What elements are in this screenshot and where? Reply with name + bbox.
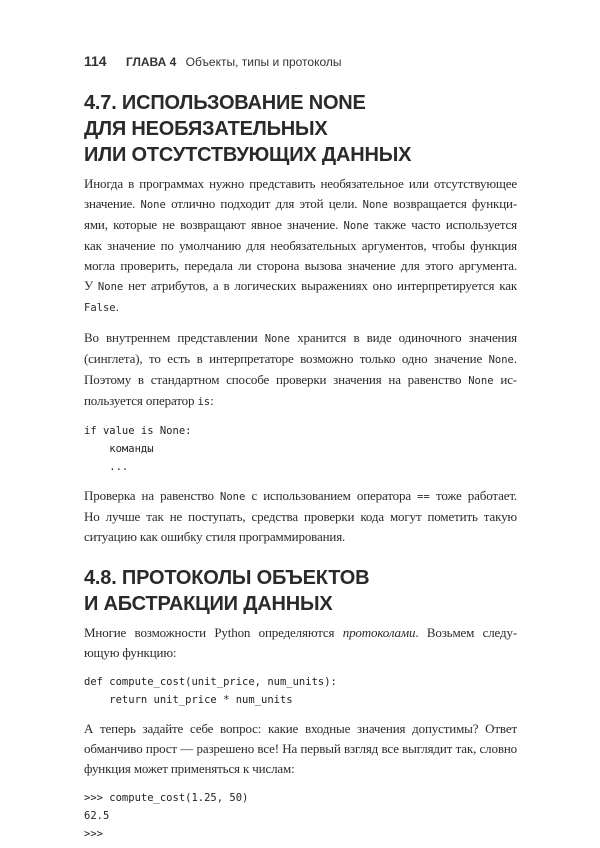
inline-code: == <box>417 491 430 503</box>
text-run: Иногда в программах нужно представить необязательное или отсутствующее <box>84 176 517 191</box>
text-run: : <box>210 393 214 408</box>
text-run: функция может применяться к числам: <box>84 761 295 776</box>
text-run: А теперь задайте себе вопрос: какие входные значения допустимы? Ответ <box>84 721 517 736</box>
text-line <box>84 643 517 663</box>
text-run: могла проверить, передала ли сторона вызова значение для этого аргумента. <box>84 258 517 273</box>
text-run: значение. <box>84 196 141 211</box>
text-line <box>84 349 517 370</box>
text-run: хранится в виде одиночного значения <box>290 330 518 345</box>
text-line <box>84 739 517 759</box>
inline-code: is <box>197 396 211 408</box>
heading-line: 4.7. ИСПОЛЬЗОВАНИЕ NONE <box>84 92 366 114</box>
heading-line: И АБСТРАКЦИИ ДАННЫХ <box>84 593 333 615</box>
text-run: как значение по умолчанию для необязательных аргументов, чтобы функция <box>84 238 517 253</box>
text-run: У <box>84 278 98 293</box>
page-body <box>84 90 517 843</box>
text-run: . <box>513 351 517 366</box>
text-run: Но лучше так не поступать, средства проверки кода могут пометить такую <box>84 509 517 524</box>
text-line <box>84 391 517 412</box>
text-line <box>84 256 517 276</box>
text-run: ис- <box>493 372 517 387</box>
text-run: ющую функцию: <box>84 645 177 660</box>
text-run: тоже работает. <box>429 488 517 503</box>
page-number: 114 <box>84 53 107 69</box>
text-run: Проверка на равенство <box>84 488 220 503</box>
text-run: . <box>115 299 119 314</box>
text-line <box>84 276 517 297</box>
text-run: . Возьмем следу- <box>415 625 517 640</box>
emphasis: протоколами <box>342 625 416 640</box>
inline-code: None <box>140 199 166 211</box>
section-heading-4-8 <box>84 565 517 617</box>
text-run: Многие возможности Python определяются <box>84 625 343 640</box>
inline-code: None <box>97 281 124 293</box>
section-heading-4-7 <box>84 90 517 168</box>
text-line <box>84 486 517 507</box>
text-run: Поэтому в стандартном способе проверки значения на равенство <box>84 372 469 387</box>
text-line <box>84 719 517 739</box>
paragraph <box>84 719 517 779</box>
text-run: также часто используется <box>368 217 518 232</box>
paragraph <box>84 174 517 318</box>
code-block: def compute_cost(unit_price, num_units): return unit_price * num_units <box>84 676 337 706</box>
inline-code: None <box>220 491 246 503</box>
text-run: пользуется оператор <box>84 393 198 408</box>
text-run: Во внутреннем представлении <box>84 330 265 345</box>
heading-line: 4.8. ПРОТОКОЛЫ ОБЪЕКТОВ <box>84 567 370 589</box>
text-line <box>84 328 517 349</box>
code-block: >>> compute_cost(1.25, 50) 62.5 >>> <box>84 792 249 840</box>
text-run: возвращается функци- <box>387 196 517 211</box>
code-block: if value is None: команды ... <box>84 425 192 473</box>
heading-line: ИЛИ ОТСУТСТВУЮЩИХ ДАННЫХ <box>84 144 412 166</box>
inline-code: None <box>488 354 514 366</box>
text-line <box>84 236 517 256</box>
chapter-title: Объекты, типы и протоколы <box>185 55 342 69</box>
inline-code: False <box>84 302 116 314</box>
inline-code: None <box>362 199 388 211</box>
text-line <box>84 215 517 236</box>
text-line <box>84 174 517 194</box>
text-run: (синглета), то есть в интерпретаторе возможно только одно значение <box>84 351 489 366</box>
text-run: ситуацию как ошибку стиля программирования. <box>84 529 346 544</box>
text-line <box>84 194 517 215</box>
text-run: обманчиво прост — разрешено все! На первый взгляд все выглядит так, словно <box>84 741 517 756</box>
text-line <box>84 759 517 779</box>
inline-code: None <box>343 220 369 232</box>
text-run: отлично подходит для этой цели. <box>165 196 363 211</box>
text-run: ями, которые не возвращают явное значение. <box>84 217 344 232</box>
text-line <box>84 507 517 527</box>
chapter-label: ГЛАВА 4 <box>125 55 177 69</box>
text-line <box>84 370 517 391</box>
heading-line: ДЛЯ НЕОБЯЗАТЕЛЬНЫХ <box>84 118 328 140</box>
inline-code: None <box>264 333 291 345</box>
text-line <box>84 527 517 547</box>
running-header <box>84 53 342 69</box>
paragraph <box>84 623 517 663</box>
text-run: с использованием оператора <box>245 488 418 503</box>
text-line <box>84 623 517 643</box>
text-run: нет атрибутов, а в логических выражениях оно интерпретируется как <box>123 278 517 293</box>
text-line <box>84 297 517 318</box>
paragraph <box>84 328 517 412</box>
inline-code: None <box>468 375 494 387</box>
paragraph <box>84 486 517 547</box>
